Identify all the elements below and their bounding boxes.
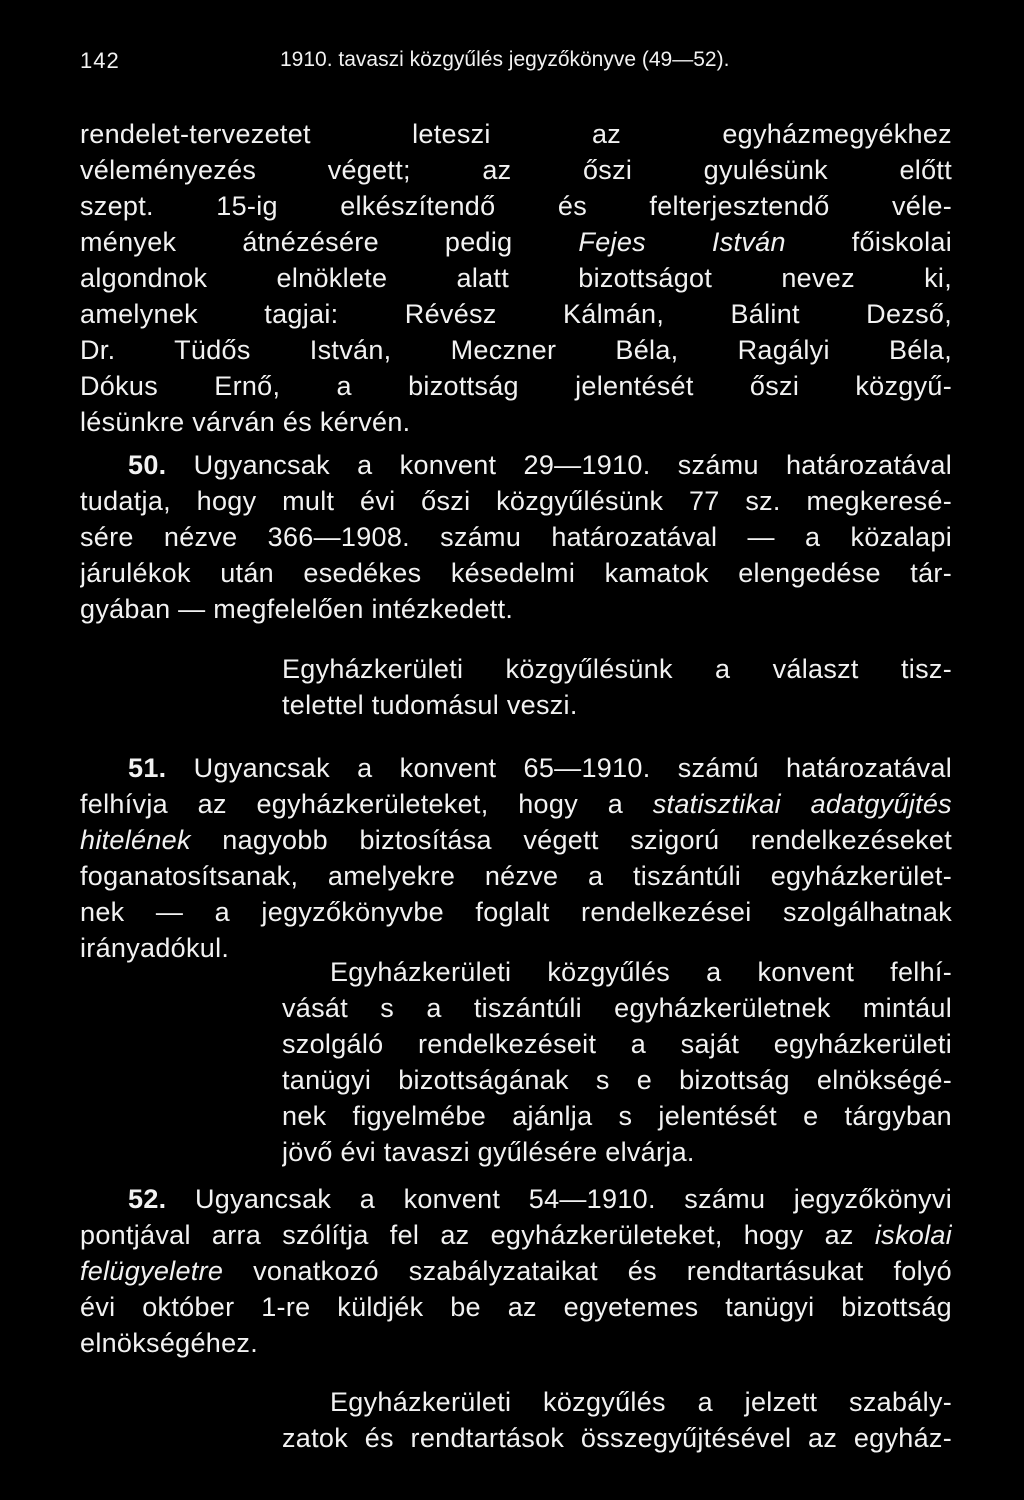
page-header: [60, 44, 984, 74]
section-number: 52.: [128, 1184, 167, 1214]
text-line: Egyházkerületi közgyűlésünk a választ tisz-: [282, 654, 952, 684]
section-50: [80, 447, 952, 627]
text-line: elnökségéhez.: [80, 1328, 259, 1358]
text-line: járulékok után esedékes késedelmi kamatok elengedése tár-: [80, 558, 952, 588]
paragraph-continuation: [80, 116, 952, 440]
text-line: telettel tudomásul veszi.: [282, 690, 578, 720]
text-line: nek figyelmébe ajánlja s jelentését e tárgyban: [282, 1101, 952, 1131]
running-title: 1910. tavaszi közgyűlés jegyzőkönyve (49—52).: [280, 48, 730, 71]
text-line: Dr. Tüdős István, Meczner Béla, Ragályi Béla,: [80, 335, 952, 365]
italic-term: iskolai: [874, 1220, 952, 1250]
text-line: rendelet-tervezetet leteszi az egyházmegyékhez: [80, 119, 952, 149]
text-line: amelynek tagjai: Révész Kálmán, Bálint Dezső,: [80, 299, 952, 329]
text-line: Egyházkerületi közgyűlés a konvent felhí-: [330, 957, 952, 987]
section-number: 50.: [128, 450, 167, 480]
text-line: véleményezés végett; az őszi gyulésünk előtt: [80, 155, 952, 185]
text-line: lésünkre várván és kérvén.: [80, 407, 411, 437]
text-line: vását s a tiszántúli egyházkerületnek mintául: [282, 993, 952, 1023]
text-line: mények átnézésére pedig Fejes István főiskolai: [80, 227, 952, 257]
section-50-resolution: [282, 651, 952, 723]
text-line: évi október 1-re küldjék be az egyetemes tanügyi bizottság: [80, 1292, 952, 1322]
section-51: [80, 750, 952, 966]
section-heading-line: 50. Ugyancsak a konvent 29—1910. számu határozatával: [128, 450, 952, 480]
page-number: 142: [80, 48, 120, 73]
text-line: gyában — megfelelően intézkedett.: [80, 594, 514, 624]
italic-term: hitelének: [80, 825, 191, 855]
italic-term: felügyeletre: [80, 1256, 224, 1286]
text-line: szept. 15-ig elkészítendő és felterjesztendő véle-: [80, 191, 952, 221]
text-line: szolgáló rendelkezéseit a saját egyházkerületi: [282, 1029, 952, 1059]
text-line: irányadókul.: [80, 933, 230, 963]
section-52-resolution: [282, 1384, 952, 1456]
section-heading-line: 52. Ugyancsak a konvent 54—1910. számu jegyzőkönyvi: [128, 1184, 952, 1214]
text-line: tanügyi bizottságának s e bizottság elnökségé-: [282, 1065, 952, 1095]
section-number: 51.: [128, 753, 167, 783]
italic-term: statisztikai adatgyűjtés: [652, 789, 952, 819]
text-line: felhívja az egyházkerületeket, hogy a statisztikai adatgyűjtés: [80, 789, 952, 819]
section-52: [80, 1181, 952, 1361]
text-line: felügyeletre vonatkozó szabályzataikat és rendtartásukat folyó: [80, 1256, 952, 1286]
text-line: jövő évi tavaszi gyűlésére elvárja.: [282, 1137, 695, 1167]
text-line: tudatja, hogy mult évi őszi közgyűlésünk 77 sz. megkeresé-: [80, 486, 952, 516]
text-line: Egyházkerületi közgyűlés a jelzett szabály-: [330, 1387, 952, 1417]
text-line: zatok és rendtartások összegyűjtésével az egyház-: [282, 1423, 952, 1453]
text-line: sére nézve 366—1908. számu határozatával — a közalapi: [80, 522, 952, 552]
text-line: foganatosítsanak, amelyekre nézve a tiszántúli egyházkerület-: [80, 861, 952, 891]
text-line: nek — a jegyzőkönyvbe foglalt rendelkezései szolgálhatnak: [80, 897, 952, 927]
text-line: pontjával arra szólítja fel az egyházkerületeket, hogy az iskolai: [80, 1220, 952, 1250]
section-51-resolution: [282, 954, 952, 1170]
text-line: Dókus Ernő, a bizottság jelentését őszi közgyű-: [80, 371, 952, 401]
name-fejes-istvan: Fejes István: [578, 227, 786, 257]
text-line: hitelének nagyobb biztosítása végett szigorú rendelkezéseket: [80, 825, 952, 855]
text-line: algondnok elnöklete alatt bizottságot nevez ki,: [80, 263, 952, 293]
section-heading-line: 51. Ugyancsak a konvent 65—1910. számú határozatával: [128, 753, 952, 783]
